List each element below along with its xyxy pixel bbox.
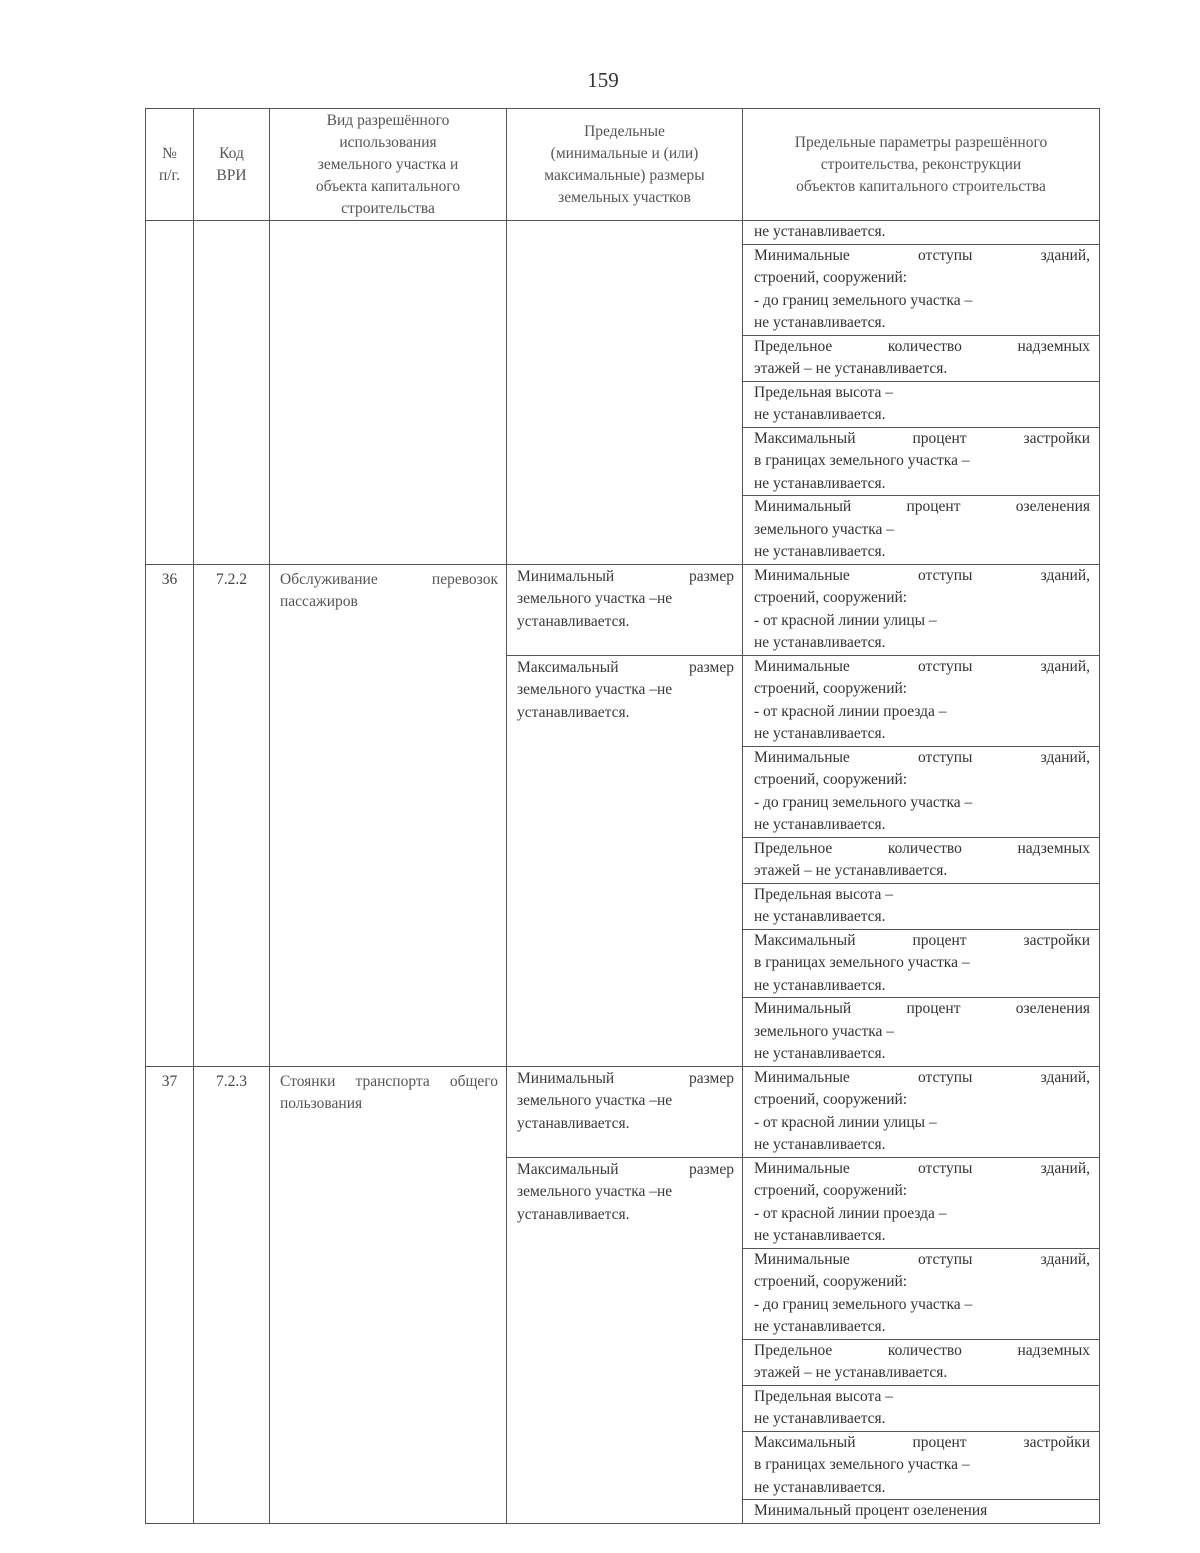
param-cell: [743, 1431, 1100, 1500]
cell-line: земельного участка –: [517, 681, 658, 698]
param-cell: [743, 381, 1100, 427]
cell-line: - до границ земельного участка –: [754, 1295, 973, 1313]
header-code: [194, 109, 270, 221]
table-row: [146, 1066, 1100, 1157]
cell-line: Максимальный процент застройки: [754, 1433, 1090, 1451]
cell-line: Максимальный размер: [517, 1160, 734, 1178]
cell-line: строений, сооружений:: [754, 269, 908, 286]
header-line: №: [162, 144, 177, 162]
table-row: [146, 221, 1100, 245]
cell-line: Минимальный размер: [517, 567, 734, 585]
header-line: использования: [339, 133, 437, 151]
param-cell: [743, 837, 1100, 883]
cell-line: не устанавливается.: [754, 1045, 886, 1062]
cell-line: Минимальные отступы зданий,: [754, 748, 1090, 766]
cell-line: Максимальный размер: [517, 658, 734, 676]
param-cell: [743, 335, 1100, 381]
cell-line: земельного участка –: [517, 590, 658, 607]
cell-line: земельного участка –: [754, 1022, 895, 1040]
cell-line: не устанавливается.: [754, 1410, 886, 1427]
param-cell: [743, 883, 1100, 929]
cell-line: Минимальные отступы зданий,: [754, 246, 1090, 264]
header-line: объекта капитального: [315, 177, 461, 195]
header-line: Предельные: [584, 122, 665, 140]
table-row: [146, 564, 1100, 655]
header-build-params: [743, 109, 1100, 221]
cell-line: Предельное количество надземных: [754, 337, 1090, 355]
header-line: (минимальные и (или): [550, 144, 699, 162]
size-cell: [507, 564, 743, 655]
cell-line: не устанавливается.: [754, 1227, 886, 1244]
cell-line: земельного участка –: [517, 1092, 658, 1109]
cell-line: Предельная высота –: [754, 1387, 893, 1405]
cell-line: строений, сооружений:: [754, 589, 908, 606]
row-vri-code: 7.2.2: [194, 564, 270, 1066]
size-cell: [507, 1157, 743, 1523]
table-header-row: [146, 109, 1100, 221]
header-line: ВРИ: [216, 166, 247, 184]
row-use-type: Стоянки транспорта общего пользования: [270, 1066, 507, 1523]
cell-line: - от красной линии проезда –: [754, 702, 947, 720]
row-use-type: Обслуживание перевозок пассажиров: [270, 564, 507, 1066]
param-cell: [743, 929, 1100, 998]
header-line: Вид разрешённого: [326, 111, 450, 129]
cell-line: Предельная высота –: [754, 383, 893, 401]
cell-line: не устанавливается.: [517, 1183, 673, 1223]
header-line: земельного участка и: [317, 155, 459, 173]
cell-line: Максимальный процент застройки: [754, 931, 1090, 949]
cell-line: Минимальные отступы зданий,: [754, 1250, 1090, 1268]
header-number: [146, 109, 194, 221]
cell-line: не устанавливается.: [754, 908, 886, 925]
continuation-size: [507, 221, 743, 565]
cell-line: не устанавливается.: [754, 634, 886, 651]
header-line: объектов капитального строительства: [796, 177, 1046, 195]
cell-line: земельного участка –: [754, 520, 895, 538]
header-line: строительства, реконструкции: [820, 155, 1022, 173]
cell-line: строений, сооружений:: [754, 1273, 908, 1290]
header-line: Код: [219, 144, 244, 162]
cell-line: Минимальные отступы зданий,: [754, 1159, 1090, 1177]
cell-line: Минимальный процент озеленения: [754, 1502, 988, 1519]
cell-line: не устанавливается.: [754, 314, 886, 331]
param-cell: [743, 1157, 1100, 1248]
cell-line: не устанавливается.: [754, 976, 886, 994]
param-cell: [743, 1248, 1100, 1339]
cell-line: Минимальный процент озеленения: [754, 1000, 1090, 1017]
continuation-use: [270, 221, 507, 565]
param-cell: [743, 1500, 1100, 1524]
cell-line: строений, сооружений:: [754, 1182, 908, 1199]
cell-line: не устанавливается.: [517, 1092, 673, 1132]
size-cell: [507, 655, 743, 1066]
cell-line: в границах земельного участка –: [754, 954, 970, 971]
cell-line: не устанавливается.: [517, 681, 673, 721]
cell-line: не устанавливается.: [517, 590, 673, 630]
cell-line: этажей – не устанавливается.: [754, 862, 948, 879]
param-cell: [743, 244, 1100, 335]
cell-line: не устанавливается.: [754, 725, 886, 742]
cell-line: в границах земельного участка –: [754, 1456, 970, 1473]
cell-line: - от красной линии улицы –: [754, 611, 937, 629]
cell-line: - от красной линии проезда –: [754, 1204, 947, 1222]
header-line: земельных участков: [558, 188, 691, 206]
header-plot-sizes: [507, 109, 743, 221]
param-cell: [743, 655, 1100, 746]
param-cell: [743, 1385, 1100, 1431]
size-cell: [507, 1066, 743, 1157]
continuation-number: [146, 221, 194, 565]
zoning-parameters-table: [145, 108, 1100, 1524]
cell-line: Предельное количество надземных: [754, 1341, 1090, 1359]
param-cell: [743, 427, 1100, 496]
param-cell: [743, 746, 1100, 837]
param-cell: [743, 496, 1100, 565]
row-vri-code: 7.2.3: [194, 1066, 270, 1523]
cell-line: - от красной линии улицы –: [754, 1113, 937, 1131]
cell-line: не устанавливается.: [754, 406, 886, 423]
cell-line: не устанавливается.: [754, 1136, 886, 1153]
row-number: 37: [146, 1066, 194, 1523]
cell-line: Максимальный процент застройки: [754, 429, 1090, 447]
cell-line: Предельное количество надземных: [754, 839, 1090, 857]
cell-line: Минимальные отступы зданий,: [754, 1068, 1090, 1086]
cell-line: не устанавливается.: [754, 223, 886, 240]
cell-line: этажей – не устанавливается.: [754, 360, 948, 377]
cell-line: строений, сооружений:: [754, 1091, 908, 1108]
header-line: п/г.: [158, 166, 181, 184]
param-cell: [743, 1066, 1100, 1157]
cell-line: не устанавливается.: [754, 474, 886, 492]
cell-line: Минимальный размер: [517, 1069, 734, 1087]
cell-line: Минимальный процент озеленения: [754, 498, 1090, 515]
param-cell: [743, 998, 1100, 1067]
header-line: Предельные параметры разрешённого: [794, 133, 1048, 151]
header-line: максимальные) размеры: [544, 166, 705, 184]
cell-line: не устанавливается.: [754, 1478, 886, 1496]
cell-line: Минимальные отступы зданий,: [754, 657, 1090, 675]
cell-line: строений, сооружений:: [754, 771, 908, 788]
cell-line: не устанавливается.: [754, 543, 886, 560]
cell-line: в границах земельного участка –: [754, 452, 970, 469]
continuation-code: [194, 221, 270, 565]
cell-line: не устанавливается.: [754, 1318, 886, 1335]
cell-line: этажей – не устанавливается.: [754, 1364, 948, 1381]
cell-line: земельного участка –: [517, 1183, 658, 1200]
header-use-type: [270, 109, 507, 221]
cell-line: не устанавливается.: [754, 816, 886, 833]
row-number: 36: [146, 564, 194, 1066]
page-number: 159: [587, 68, 619, 92]
cell-line: Минимальные отступы зданий,: [754, 566, 1090, 584]
cell-line: строений, сооружений:: [754, 680, 908, 697]
cell-line: Предельная высота –: [754, 885, 893, 903]
cell-line: - до границ земельного участка –: [754, 291, 973, 309]
header-line: строительства: [341, 199, 435, 217]
param-cell: [743, 221, 1100, 245]
param-cell: [743, 564, 1100, 655]
cell-line: - до границ земельного участка –: [754, 793, 973, 811]
param-cell: [743, 1339, 1100, 1385]
